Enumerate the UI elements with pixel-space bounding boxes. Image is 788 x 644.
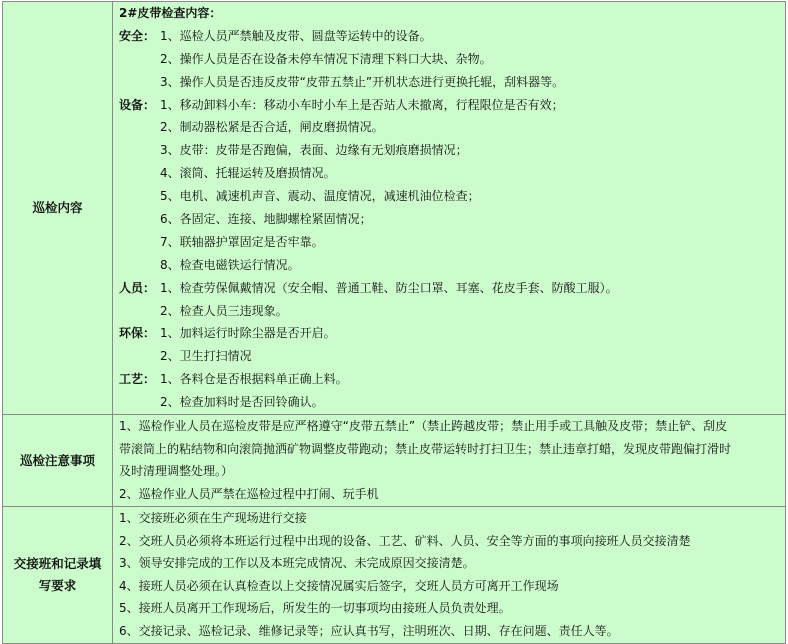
inspection-item — [119, 25, 785, 48]
inspection-item-text: 2、制动器松紧是否合适，闸皮磨损情况。 — [160, 120, 384, 135]
inspection-item-text: 6、各固定、连接、地脚螺栓紧固情况； — [160, 212, 372, 227]
handover-line: 4、接班人员必须在认真检查以上交接情况属实后签字，交班人员方可离开工作现场 — [119, 578, 559, 593]
inspection-item — [119, 391, 785, 414]
section-label-inspection-content: 巡检内容 — [3, 2, 113, 415]
section-label-handover-line-1: 交接班和记录填 — [13, 556, 102, 572]
inspection-item-text: 4、滚筒、托辊运转及磨损情况。 — [160, 166, 336, 181]
handover-line: 5、接班人员离开工作现场后，所发生的一切事项均由接班人员负责处理。 — [119, 601, 511, 616]
section-body-handover — [113, 507, 786, 644]
inspection-item — [119, 277, 785, 300]
inspection-item-text: 5、电机、减速机声音、震动、温度情况，减速机油位检查； — [160, 189, 480, 204]
section-label-handover — [3, 507, 113, 644]
inspection-category: 环保： — [119, 326, 156, 341]
inspection-item-text: 7、联轴器护罩固定是否牢靠。 — [160, 234, 324, 249]
inspection-item — [119, 208, 785, 231]
inspection-item-text: 2、检查加料时是否回铃确认。 — [160, 395, 324, 410]
inspection-item — [119, 231, 785, 254]
precaution-line: 1、巡检作业人员在巡检皮带是应严格遵守“皮带五禁止”（禁止跨越皮带；禁止用手或工具触及皮带；禁止铲、刮皮 — [119, 419, 728, 434]
inspection-item — [119, 71, 785, 94]
inspection-item-text: 3、皮带：皮带是否跑偏，表面、边缘有无划痕磨损情况； — [160, 143, 468, 158]
inspection-groups — [119, 25, 785, 414]
inspection-item-text: 2、检查人员三违现象。 — [160, 303, 288, 318]
handover-line: 3、领导安排完成的工作以及本班完成情况、未完成原因交接清楚。 — [119, 556, 475, 571]
inspection-item-text: 1、移动卸料小车：移动小车时小车上是否站人未撤离，行程限位是否有效； — [160, 97, 564, 112]
section-row-handover — [3, 507, 786, 644]
inspection-item — [119, 94, 785, 117]
precaution-line: 及时清理调整处理。） — [119, 464, 234, 479]
inspection-item — [119, 139, 785, 162]
inspection-category: 安全： — [119, 28, 156, 43]
section-row-inspection-content — [3, 2, 786, 415]
section-body-precautions — [113, 415, 786, 507]
precaution-line: 带滚筒上的粘结物和向滚筒抛洒矿物调整皮带跑动；禁止皮带运转时打扫卫生；禁止违章打蜡，发现皮带跑偏打滑时 — [119, 441, 732, 456]
inspection-item — [119, 322, 785, 345]
section-row-precautions — [3, 415, 786, 507]
precaution-line: 2、巡检作业人员严禁在巡检过程中打闹、玩手机 — [119, 486, 379, 501]
section-body-inspection-content — [113, 2, 786, 415]
inspection-item-text: 2、卫生打扫情况 — [160, 349, 252, 364]
inspection-item — [119, 48, 785, 71]
inspection-item — [119, 185, 785, 208]
inspection-category: 工艺： — [119, 372, 156, 387]
inspection-item — [119, 116, 785, 139]
inspection-item — [119, 345, 785, 368]
handover-line: 6、交接记录、巡检记录、维修记录等；应认真书写，注明班次、日期、存在问题、责任人等。 — [119, 623, 619, 638]
inspection-item — [119, 368, 785, 391]
inspection-item-text: 2、操作人员是否在设备未停车情况下清理下料口大块、杂物。 — [160, 51, 492, 66]
section-label-precautions: 巡检注意事项 — [3, 415, 113, 507]
inspection-item — [119, 300, 785, 323]
inspection-item-text: 3、操作人员是否违反皮带“皮带五禁止”开机状态进行更换托辊，刮料器等。 — [160, 74, 565, 89]
handover-line: 1、交接班必须在生产现场进行交接 — [119, 511, 307, 526]
inspection-item-text: 8、检查电磁铁运行情况。 — [160, 257, 300, 272]
section-label-handover-line-2: 写要求 — [38, 578, 77, 594]
inspection-category: 设备： — [119, 97, 156, 112]
inspection-item-text: 1、各料仓是否根据料单正确上料。 — [160, 372, 348, 387]
inspection-item — [119, 162, 785, 185]
inspection-item-text: 1、巡检人员严禁触及皮带、圆盘等运转中的设备。 — [160, 28, 432, 43]
inspection-item-text: 1、检查劳保佩戴情况（安全帽、普通工鞋、防尘口罩、耳塞、花皮手套、防酸工服）。 — [160, 280, 618, 295]
inspection-table — [2, 1, 786, 644]
inspection-category: 人员： — [119, 280, 156, 295]
inspection-title: 2#皮带检查内容： — [119, 6, 222, 20]
handover-line: 2、交班人员必须将本班运行过程中出现的设备、工艺、矿料、人员、安全等方面的事项向接班人员交接清楚 — [119, 533, 691, 548]
inspection-item — [119, 254, 785, 277]
inspection-item-text: 1、加料运行时除尘器是否开启。 — [160, 326, 336, 341]
